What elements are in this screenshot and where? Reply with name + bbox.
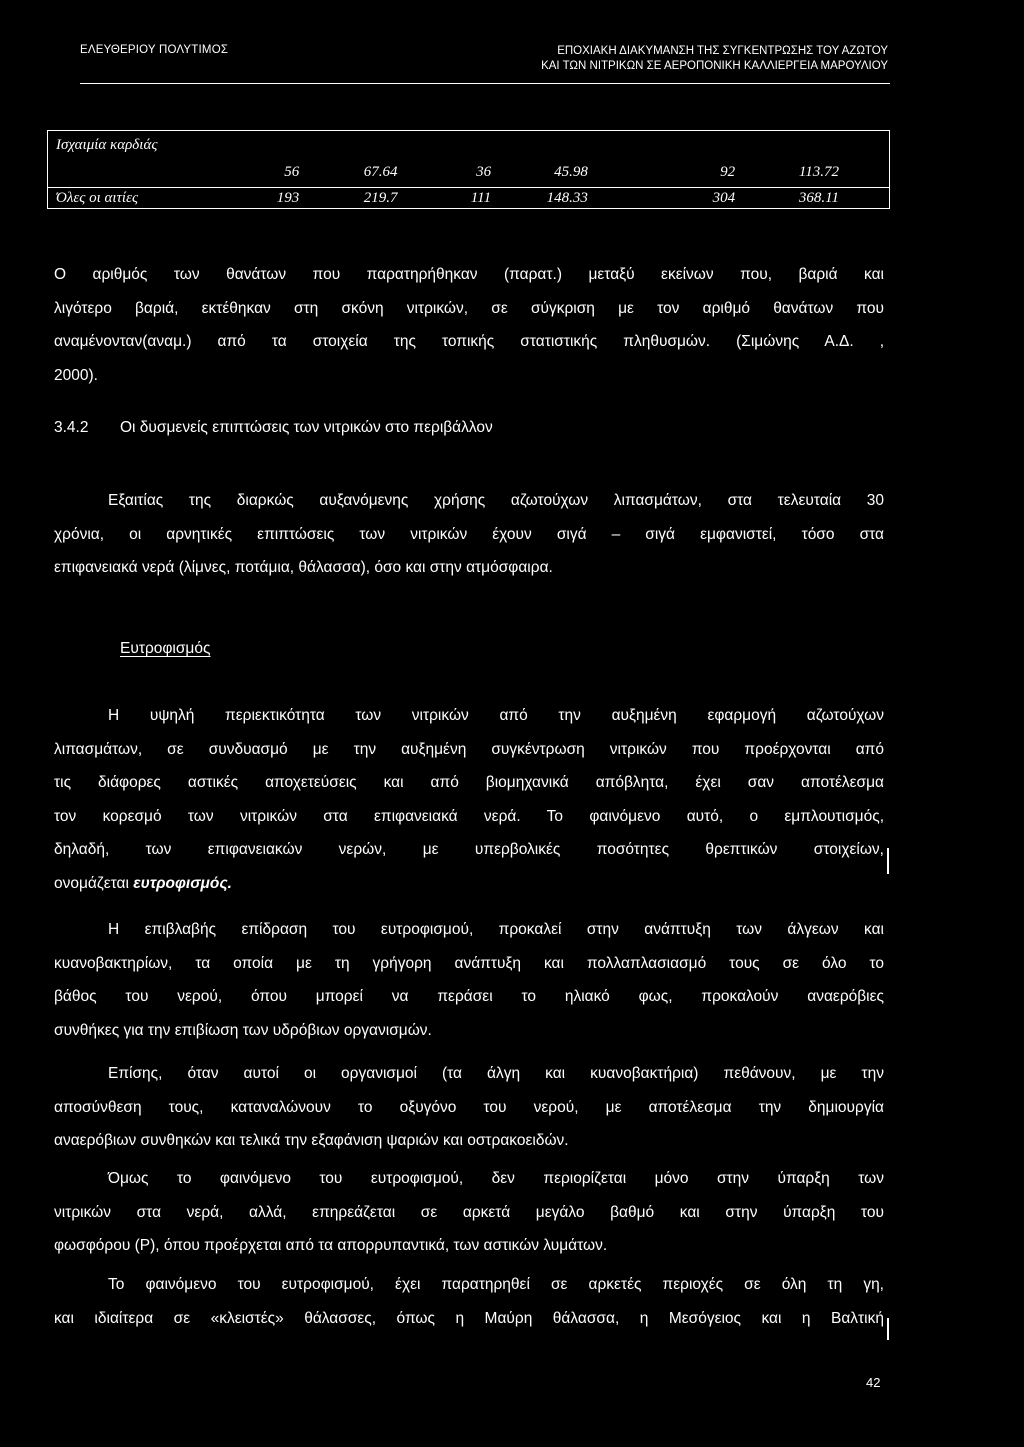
intro-line: χρόνια, οι αρνητικές επιπτώσεις των νιτρικών έχουν σιγά – σιγά εμφανιστεί, τόσο στα xyxy=(54,525,884,543)
subheading-eutrophication: Ευτροφισμός xyxy=(120,640,211,657)
paragraph-line: λιπασμάτων, σε συνδυασμό με την αυξημένη συγκέντρωση νιτρικών που προέρχονται από xyxy=(54,740,884,758)
paragraph-line: Η επιβλαβής επίδραση του ευτροφισμού, προκαλεί στην ανάπτυξη των άλγεων και xyxy=(108,921,884,938)
paragraph-line: τις διάφορες αστικές αποχετεύσεις και από βιομηχανικά απόβλητα, έχει σαν αποτέλεσμα xyxy=(54,774,884,791)
header-rule xyxy=(80,83,890,84)
table-cell: 67.64 xyxy=(299,131,397,188)
table-cell: 368.11 xyxy=(735,188,889,209)
paragraph-line xyxy=(54,867,884,901)
table-cell: 113.72 xyxy=(735,131,889,188)
header-title-line-1: ΕΠΟΧΙΑΚΗ ΔΙΑΚΥΜΑΝΣΗ ΤΗΣ ΣΥΓΚΕΝΤΡΩΣΗΣ ΤΟΥ ΑΖΩΤΟΥ xyxy=(557,45,888,57)
section-number: 3.4.2 xyxy=(54,419,89,436)
section-heading xyxy=(54,411,493,444)
paragraph-line: συνθήκες για την επιβίωση των υδρόβιων οργανισμών. xyxy=(54,1021,432,1039)
table-cell: 45.98 xyxy=(491,131,588,188)
table-cell: 111 xyxy=(398,188,492,209)
intro-line: Εξαιτίας της διαρκώς αυξανόμενης χρήσης αζωτούχων λιπασμάτων, στα τελευταία 30 xyxy=(108,492,884,509)
header-author: ΕΛΕΥΘΕΡΙΟΥ ΠΟΛΥΤΙΜΟΣ xyxy=(80,44,229,56)
table-row xyxy=(48,131,890,188)
table-cell-label: Ισχαιμία καρδιάς xyxy=(48,131,192,188)
intro-line: επιφανειακά νερά (λίμνες, ποτάμια, θάλασσα), όσο και στην ατμόσφαιρα. xyxy=(54,559,553,576)
paragraph-line: τον κορεσμό των νιτρικών στα επιφανειακά νερά. Το φαινόμενο αυτό, ο εμπλουτισμός, xyxy=(54,807,884,825)
paragraph-line: βάθος του νερού, όπου μπορεί να περάσει το ηλιακό φως, προκαλούν αναερόβιες xyxy=(54,988,884,1005)
paragraph-line: Επίσης, όταν αυτοί οι οργανισμοί (τα άλγη και κυανοβακτήρια) πεθάνουν, με την xyxy=(108,1065,884,1082)
section-title: Οι δυσμενείς επιπτώσεις των νιτρικών στο περιβάλλον xyxy=(120,419,493,436)
mortality-table xyxy=(47,130,890,209)
page-number: 42 xyxy=(866,1375,881,1390)
paragraph-line: Το φαινόμενο του ευτροφισμού, έχει παρατηρηθεί σε αρκετές περιοχές σε όλη τη γη, xyxy=(108,1276,884,1293)
paragraph-line: φωσφόρου (Ρ), όπου προέρχεται από τα απορρυπαντικά, των αστικών λυμάτων. xyxy=(54,1237,608,1254)
margin-change-bar xyxy=(887,1318,889,1340)
table-cell: 36 xyxy=(398,131,492,188)
paragraph-1 xyxy=(54,699,884,900)
margin-change-bar xyxy=(887,848,889,874)
caption-line: αναμένονταν(αναμ.) από τα στοιχεία της τοπικής στατιστικής πληθυσμών. (Σιμώνης Α.Δ. , xyxy=(54,333,884,350)
caption-line: Ο αριθμός των θανάτων που παρατηρήθηκαν (παρατ.) μεταξύ εκείνων που, βαριά και xyxy=(54,266,884,283)
paragraph-5 xyxy=(54,1268,884,1335)
table-cell: 148.33 xyxy=(491,188,588,209)
table-cell: 219.7 xyxy=(299,188,397,209)
table-caption xyxy=(54,258,884,392)
paragraph-line: δηλαδή, των επιφανειακών νερών, με υπερβολικές ποσότητες θρεπτικών στοιχείων, xyxy=(54,841,884,858)
caption-line: 2000). xyxy=(54,366,98,384)
paragraph-line: αναερόβιων συνθηκών και τελικά την εξαφάνιση ψαριών και οστρακοειδών. xyxy=(54,1132,569,1149)
paragraph-line: Η υψηλή περιεκτικότητα των νιτρικών από την αυξημένη εφαρμογή αζωτούχων xyxy=(108,707,884,724)
header-title xyxy=(420,44,888,74)
table-cell-label: Όλες οι αιτίες xyxy=(48,188,192,209)
table-cell: 56 xyxy=(192,131,299,188)
paragraph-4 xyxy=(54,1162,884,1263)
table-cell: 92 xyxy=(588,131,735,188)
term-eutrophication: ευτροφισμός. xyxy=(133,874,232,892)
header-title-line-2: ΚΑΙ ΤΩΝ ΝΙΤΡΙΚΩΝ ΣΕ ΑΕΡΟΠΟΝΙΚΗ ΚΑΛΛΙΕΡΓΕΙΑ ΜΑΡΟΥΛΙΟΥ xyxy=(541,60,888,72)
paragraph-line: αποσύνθεση τους, καταναλώνουν το οξυγόνο του νερού, με αποτέλεσμα την δημιουργία xyxy=(54,1098,884,1116)
paragraph-line: κυανοβακτηρίων, τα οποία με τη γρήγορη ανάπτυξη και πολλαπλασιασμό τους σε όλο το xyxy=(54,954,884,972)
paragraph-line: και ιδιαίτερα σε «κλειστές» θάλασσες, όπως η Μαύρη θάλασσα, η Μεσόγειος και η Βαλτική xyxy=(54,1309,884,1327)
paragraph-line: νιτρικών στα νερά, αλλά, επηρεάζεται σε αρκετά μεγάλο βαθμό και στην ύπαρξη του xyxy=(54,1203,884,1221)
caption-line: λιγότερο βαριά, εκτέθηκαν στη σκόνη νιτρικών, σε σύγκριση με τον αριθμό θανάτων που xyxy=(54,299,884,317)
table-cell: 193 xyxy=(192,188,299,209)
paragraph-3 xyxy=(54,1057,884,1158)
paragraph-2 xyxy=(54,913,884,1047)
paragraph-text: ονομάζεται xyxy=(54,874,134,892)
intro-paragraph xyxy=(54,484,884,585)
paragraph-line: Όμως το φαινόμενο του ευτροφισμού, δεν περιορίζεται μόνο στην ύπαρξη των xyxy=(108,1170,884,1187)
table-cell: 304 xyxy=(588,188,735,209)
table-row xyxy=(48,188,890,209)
